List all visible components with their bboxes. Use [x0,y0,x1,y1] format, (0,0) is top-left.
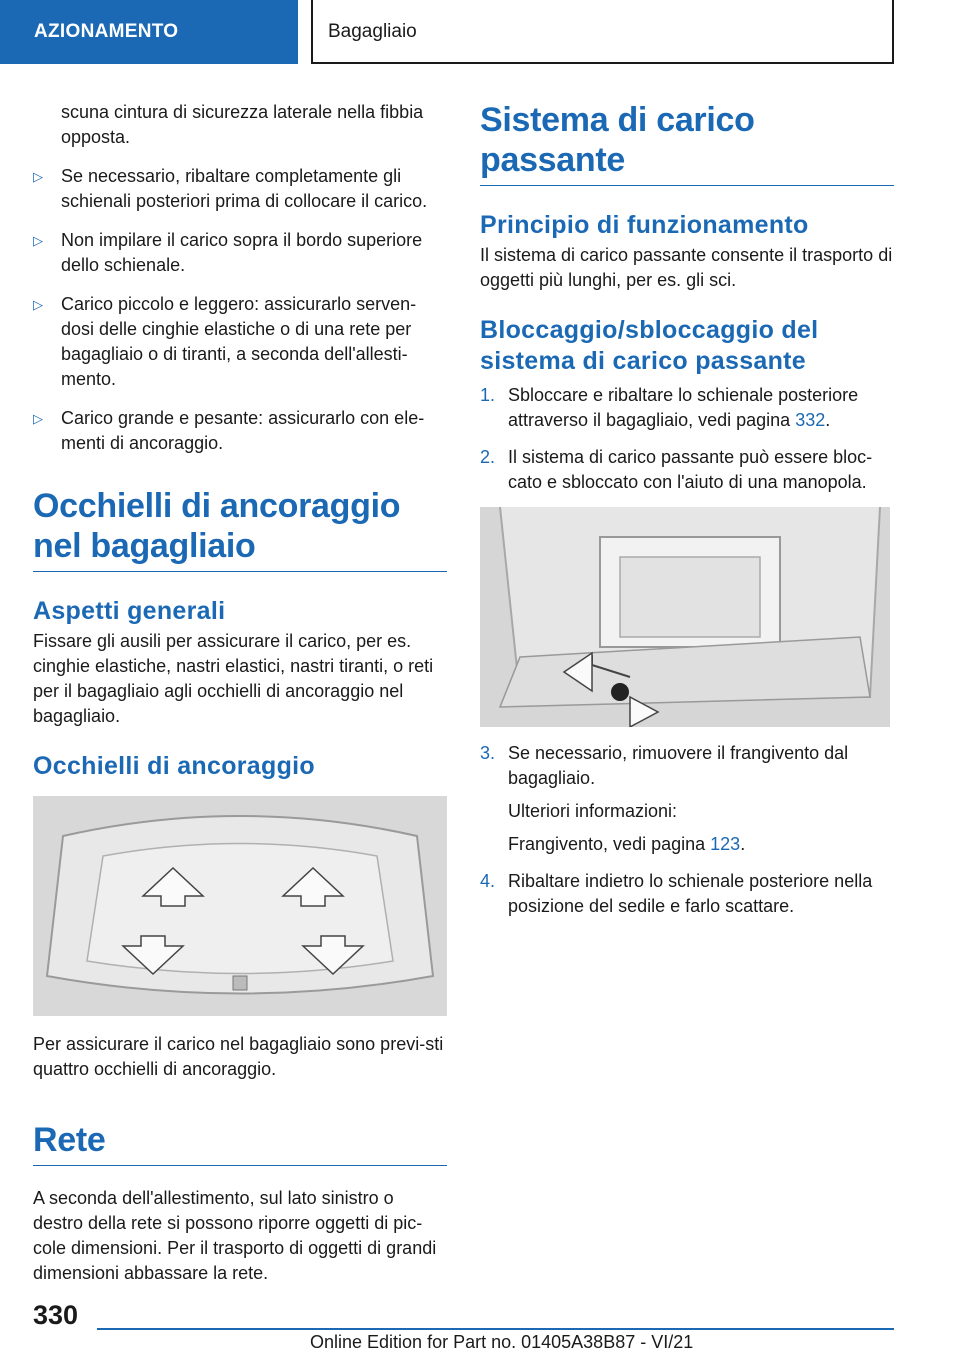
step-item: 3. Se necessario, rimuovere il frangivento dal bagagliaio. [480,743,849,788]
step-number: 1. [480,385,496,405]
triangle-bullet-icon: ▷ [33,169,43,184]
triangle-bullet-icon: ▷ [33,233,43,248]
heading-occhielli-ancoraggio: Occhielli di ancoraggio [33,752,315,780]
triangle-bullet-icon: ▷ [33,411,43,426]
footer-divider [97,1328,894,1330]
heading-sistema-carico: Sistema di carico passante [480,100,894,186]
step-more-info: Ulteriori informazioni: [508,801,678,821]
seat-illustration [480,507,890,727]
bullet-item: ▷ Carico piccolo e leggero: assicurarlo serven-dosi delle cinghie elastiche o di una rete per bagagliaio o di tiranti, a seconda dell'allesti-mento. [33,294,417,389]
page-link[interactable]: 123 [710,834,741,854]
bullet-continuation: scuna cintura di sicurezza laterale nella fibbia opposta. [61,102,424,147]
triangle-bullet-icon: ▷ [33,297,43,312]
heading-aspetti-generali: Aspetti generali [33,597,226,625]
trunk-illustration [33,796,447,1016]
aspetti-generali-text: Fissare gli ausili per assicurare il carico, per es. cinghie elastiche, nastri elastici, nastri tiranti, o reti per il bagagliaio agli occhielli di ancoraggio nel bagagliaio. [33,631,434,726]
step-item: 2. Il sistema di carico passante può essere bloc-cato e sbloccato con l'aiuto di una manopola. [480,447,873,492]
section-tab[interactable]: AZIONAMENTO [0,0,298,64]
page-number: 330 [33,1300,79,1330]
occhielli-text: Per assicurare il carico nel bagagliaio sono previ-sti quattro occhielli di ancoraggio. [33,1034,444,1079]
heading-bloccaggio: Bloccaggio/sbloccaggio del sistema di carico passante [480,316,819,375]
step-number: 4. [480,871,496,891]
page-link[interactable]: 332 [795,410,826,430]
heading-principio: Principio di funzionamento [480,211,809,239]
step-number: 2. [480,447,496,467]
seat-knob-figure [480,507,890,727]
footer-edition: Online Edition for Part no. 01405A38B87 - VI/21 [310,1332,694,1352]
step-number: 3. [480,743,496,763]
left-column [33,100,447,1286]
bullet-item: ▷ Se necessario, ribaltare completamente gli schienali posteriori prima di collocare il carico. [33,166,428,211]
principio-text: Il sistema di carico passante consente il trasporto di oggetti più lunghi, per es. gli sci. [480,245,893,290]
bullet-item: ▷ Non impilare il carico sopra il bordo superiore dello schienale. [33,230,423,275]
heading-rete: Rete [33,1120,447,1166]
trunk-anchor-figure [33,796,447,1016]
page-header-title: Bagagliaio [311,0,894,64]
heading-occhielli-bagagliaio: Occhielli di ancoraggio nel bagagliaio [33,486,447,572]
bullet-item: ▷ Carico grande e pesante: assicurarlo con ele-menti di ancoraggio. [33,408,425,453]
step-item: 1. Sbloccare e ribaltare lo schienale posteriore attraverso il bagagliaio, vedi pagina 332. [480,385,859,430]
right-column [480,100,894,931]
step-reference: Frangivento, vedi pagina 123. [508,834,746,854]
rete-text: A seconda dell'allestimento, sul lato sinistro o destro della rete si possono riporre oggetti di pic-cole dimensioni. Per il trasporto di oggetti di grandi dimensioni abbassare la rete. [33,1188,437,1283]
step-item: 4. Ribaltare indietro lo schienale posteriore nella posizione del sedile e farlo scattare. [480,871,873,916]
